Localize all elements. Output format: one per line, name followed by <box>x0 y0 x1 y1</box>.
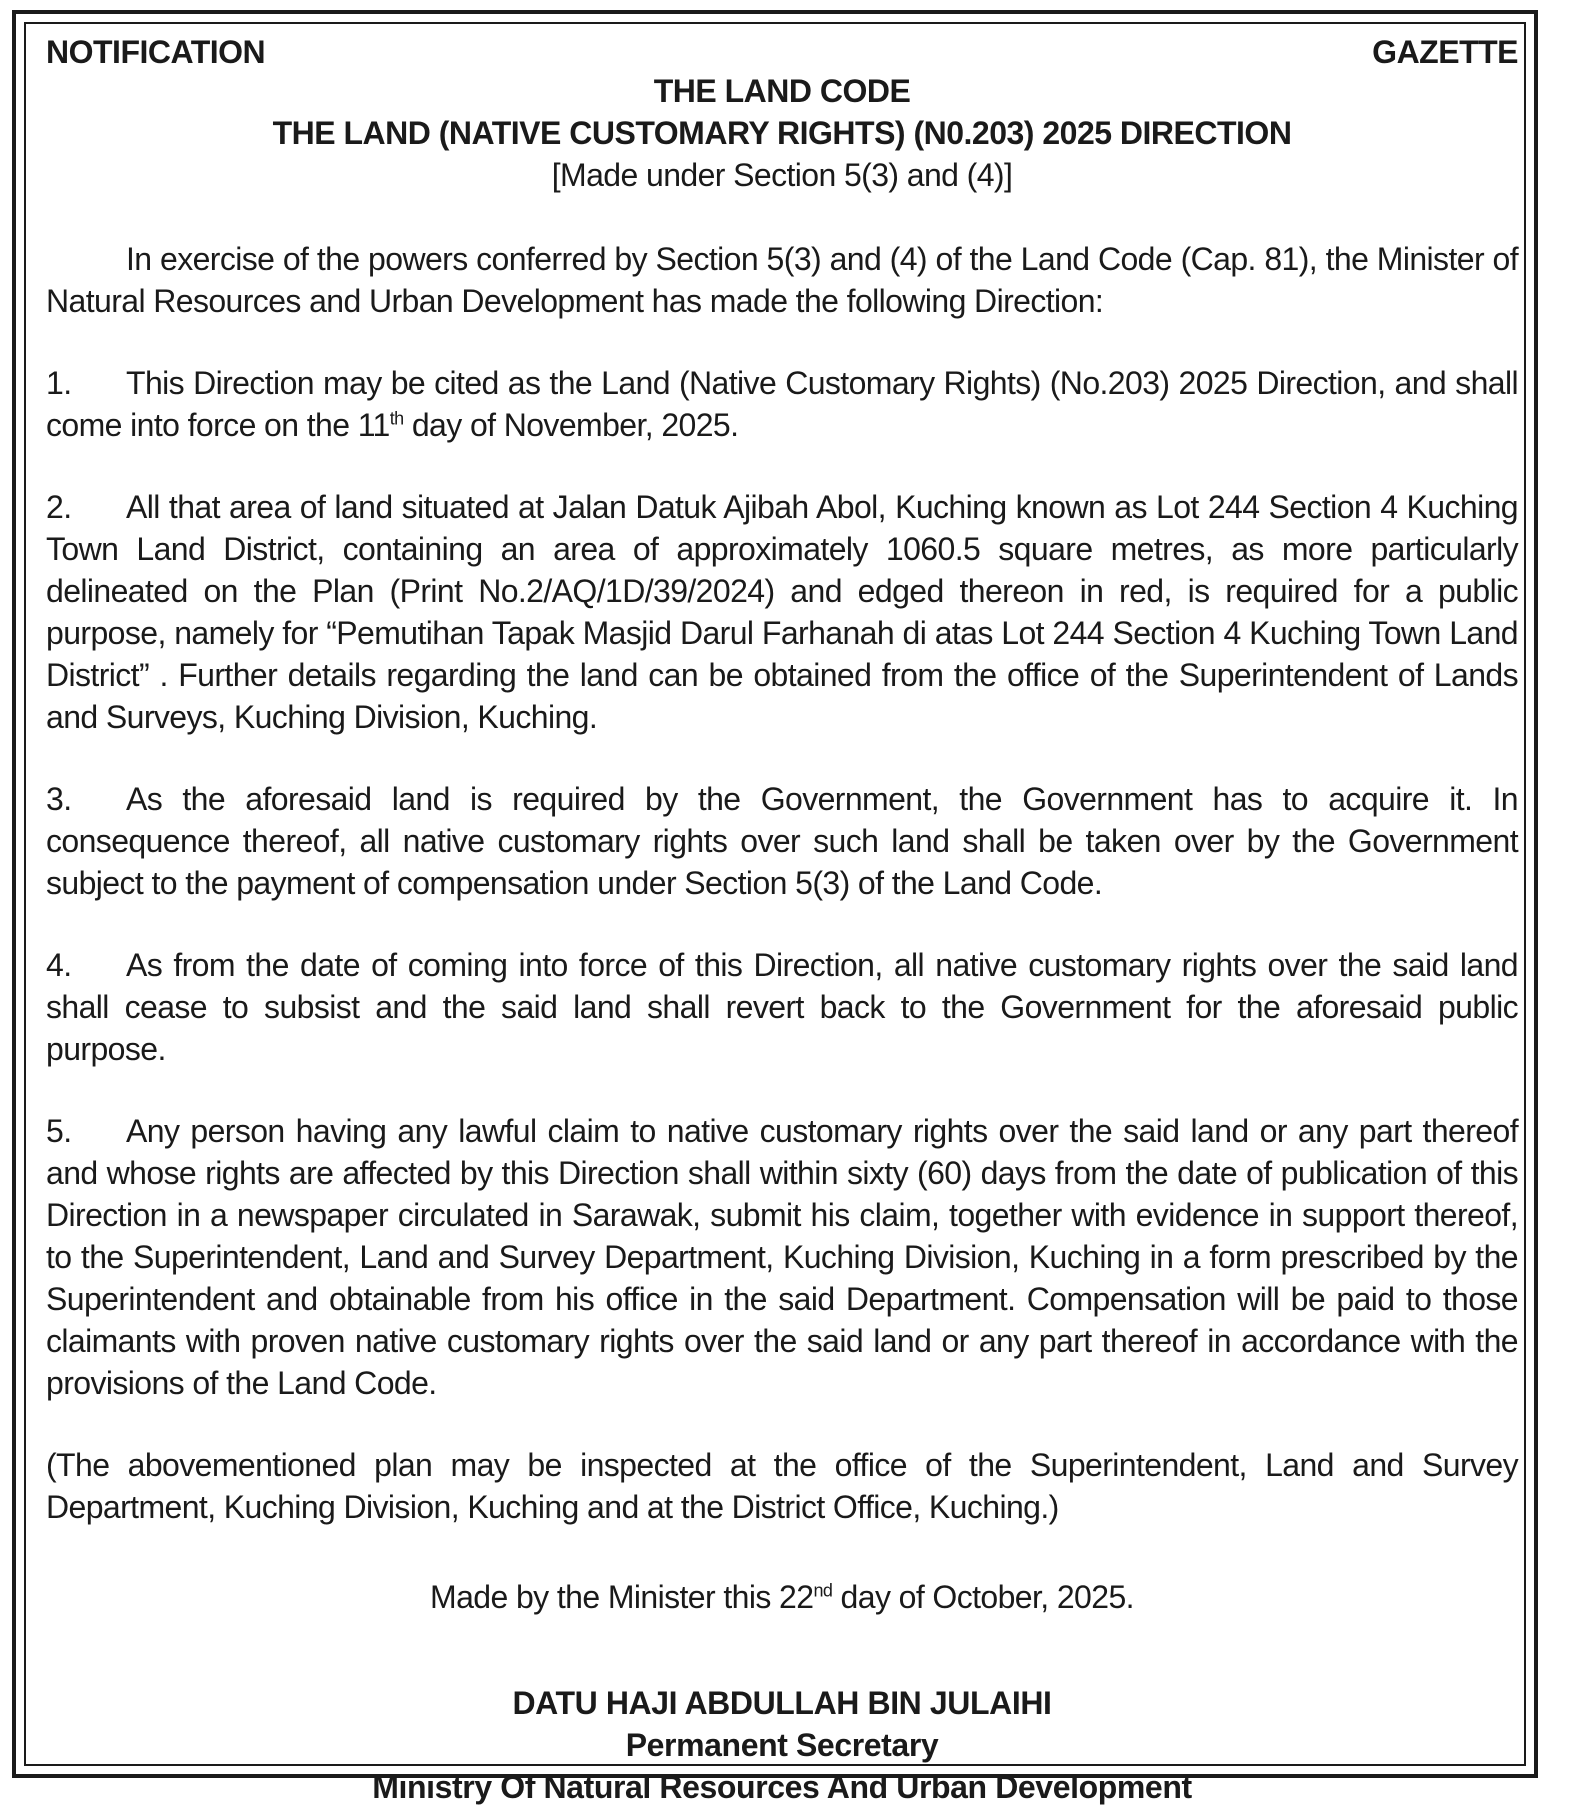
paragraph-3 <box>46 778 1518 904</box>
paragraph-text-end: day of November, 2025. <box>403 407 739 443</box>
paragraph-number: 3. <box>46 781 72 817</box>
paragraph-1 <box>46 362 1518 446</box>
paragraph-number: 4. <box>46 947 72 983</box>
header-row <box>46 30 1518 74</box>
signature-block <box>46 1682 1518 1808</box>
made-text-end: day of October, 2025. <box>832 1579 1134 1615</box>
paragraph-number: 1. <box>46 365 72 401</box>
made-text: Made by the Minister this 22 <box>430 1579 814 1615</box>
signatory-name: DATU HAJI ABDULLAH BIN JULAIHI <box>512 1685 1052 1721</box>
paragraph-2 <box>46 486 1518 738</box>
paragraph-text: Any person having any lawful claim to native customary rights over the said land or any part thereof and whose rights are affected by this Direction shall within sixty (60) days from the date of publication of this Direction in a newspaper circulated in Sarawak, submit his claim, together with evidence in support thereof, to the Superintendent, Land and Survey Department, Kuching Division, Kuching in a form prescribed by the Superintendent and obtainable from his office in the said Department. Compensation will be paid to those claimants with proven native customary rights over the said land or any part thereof in accordance with the provisions of the Land Code. <box>46 1113 1518 1401</box>
superscript: nd <box>813 1580 833 1601</box>
superscript: th <box>389 408 404 429</box>
paragraph-text: As the aforesaid land is required by the Government, the Government has to acquire it. In consequence thereof, all native customary rights over such land shall be taken over by the Government subject to the payment of compensation under Section 5(3) of the Land Code. <box>46 781 1518 901</box>
paragraph-number: 5. <box>46 1113 72 1149</box>
title-direction: THE LAND (NATIVE CUSTOMARY RIGHTS) (N0.203) 2025 DIRECTION <box>272 115 1292 151</box>
preamble-paragraph: In exercise of the powers conferred by Section 5(3) and (4) of the Land Code (Cap. 81), the Minister of Natural Resources and Urban Development has made the following Direction: <box>46 241 1518 319</box>
paragraph-5 <box>46 1110 1518 1404</box>
signatory-title: Permanent Secretary <box>625 1727 939 1763</box>
header-notification: NOTIFICATION <box>46 34 266 70</box>
header-gazette: GAZETTE <box>1372 34 1518 70</box>
made-by-minister <box>46 1576 1518 1618</box>
subtitle-made-under: [Made under Section 5(3) and (4)] <box>551 157 1013 193</box>
paragraph-number: 2. <box>46 489 72 525</box>
notice-content <box>46 30 1518 1808</box>
paragraph-text: As from the date of coming into force of this Direction, all native customary rights over the said land shall cease to subsist and the said land shall revert back to the Government for the aforesaid public purpose. <box>46 947 1518 1067</box>
plan-inspection-note: (The abovementioned plan may be inspected at the office of the Superintendent, Land and Survey Department, Kuching Division, Kuching and at the District Office, Kuching.) <box>46 1447 1518 1525</box>
paragraph-text: This Direction may be cited as the Land (Native Customary Rights) (No.203) 2025 Direction, and shall come into force on the 11 <box>46 365 1518 443</box>
title-land-code: THE LAND CODE <box>653 73 911 109</box>
paragraph-text: All that area of land situated at Jalan Datuk Ajibah Abol, Kuching known as Lot 244 Section 4 Kuching Town Land District, containing an area of approximately 1060.5 square metres, as more particularly delineated on the Plan (Print No.2/AQ/1D/39/2024) and edged thereon in red, is required for a public purpose, namely for “Pemutihan Tapak Masjid Darul Farhanah di atas Lot 244 Section 4 Kuching Town Land District” . Further details regarding the land can be obtained from the office of the Superintendent of Lands and Surveys, Kuching Division, Kuching. <box>46 489 1518 735</box>
paragraph-4 <box>46 944 1518 1070</box>
signatory-ministry: Ministry Of Natural Resources And Urban Development <box>372 1769 1192 1805</box>
